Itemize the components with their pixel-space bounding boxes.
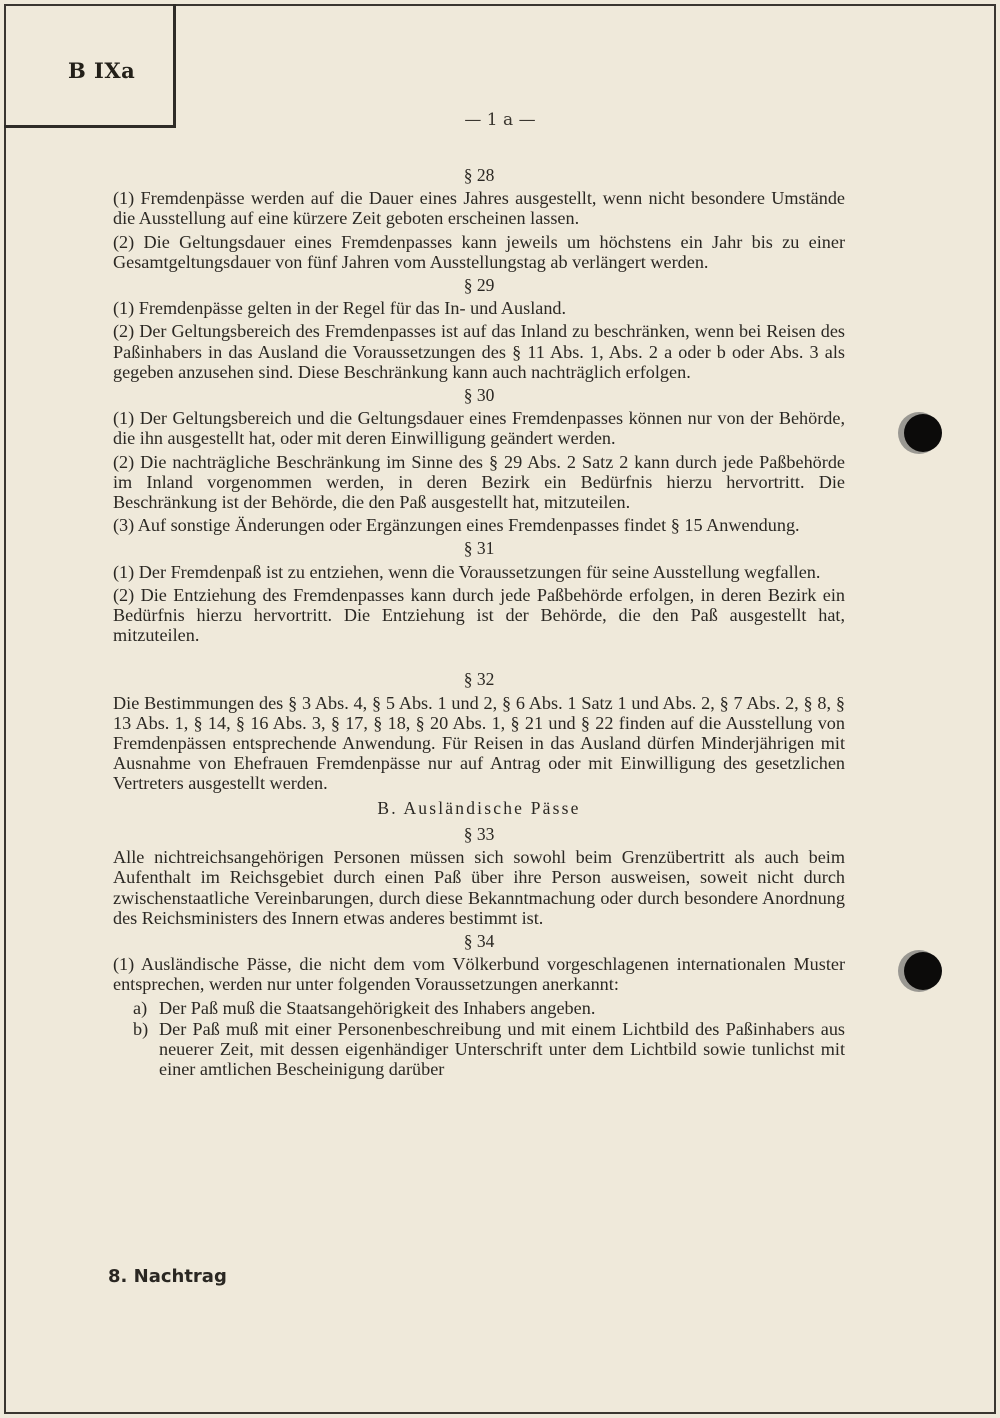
section-heading-28: § 28 <box>463 165 495 185</box>
punch-hole-top <box>904 414 942 452</box>
section-heading-34: § 34 <box>463 930 495 951</box>
list-item-text: Der Paß muß die Staatsangehörigkeit des Inhabers angeben. <box>159 997 596 1018</box>
spacer <box>113 648 845 666</box>
punch-hole-bottom <box>904 952 942 990</box>
section-heading-31: § 31 <box>463 538 495 559</box>
paragraph: Alle nichtreichsangehörigen Personen müssen sich sowohl beim Grenzübertritt als auch beim Aufenthalt im Reichsgebiet durch einen Paß über ihre Person ausweisen, soweit nicht durch zwischenstaatliche Vereinbarungen, durch diese Bekanntmachung oder durch besondere Anordnung des Reichsministers des Innern etwas anderes bestimmt ist. <box>113 847 845 928</box>
list-item-key: b) <box>133 1018 149 1039</box>
paragraph: (1) Ausländische Pässe, die nicht dem vom Völkerbund vorgeschlagenen internationalen Muster entsprechen, werden nur unter folgenden Voraussetzungen anerkannt: <box>113 954 845 995</box>
section-heading-32: § 32 <box>463 669 495 690</box>
paragraph: (1) Der Geltungsbereich und die Geltungsdauer eines Fremdenpasses können nur von der Behörde, die ihn ausgestellt hat, oder mit deren Einwilligung geändert werden. <box>113 408 845 449</box>
paragraph: (2) Der Geltungsbereich des Fremdenpasses ist auf das Inland zu beschränken, wenn bei Reisen des Paßinhabers in das Ausland die Voraussetzungen des § 11 Abs. 1, Abs. 2 a oder b oder Abs. 3 als gegeben anzusehen sind. Diese Beschränkung kann auch nachträglich erfolgen. <box>113 321 845 382</box>
list-item <box>133 998 845 1018</box>
paragraph: (1) Fremdenpässe werden auf die Dauer eines Jahres ausgestellt, wenn nicht besondere Umstände die Ausstellung auf eine kürzere Zeit geboten erscheinen lassen. <box>113 188 845 229</box>
paragraph: (3) Auf sonstige Änderungen oder Ergänzungen eines Fremdenpasses findet § 15 Anwendung. <box>113 515 800 536</box>
supplement-label: 8. Nachtrag <box>108 1266 227 1287</box>
section-heading-33: § 33 <box>463 823 495 844</box>
document-body <box>113 162 845 1080</box>
section-heading-30: § 30 <box>463 385 495 406</box>
register-label: B IXa <box>68 58 136 83</box>
part-b-heading: B. Ausländische Pässe <box>377 797 581 818</box>
paragraph: (2) Die Geltungsdauer eines Fremdenpasses kann jeweils um höchstens ein Jahr bis zu einer Gesamtgeltungsdauer von fünf Jahren vom Ausstellungstag ab verlängert werden. <box>113 231 845 272</box>
section-heading-29: § 29 <box>463 275 495 296</box>
list-item <box>133 1019 845 1080</box>
page-number: — 1 a — <box>464 110 536 130</box>
paragraph: (2) Die nachträgliche Beschränkung im Sinne des § 29 Abs. 2 Satz 2 kann durch jede Paßbehörde im Inland vorgenommen werden, in deren Bezirk ein Bedürfnis hierzu hervortritt. Die Beschränkung ist der Behörde, die den Paß ausgestellt hat, mitzuteilen. <box>113 451 845 513</box>
paragraph: (2) Die Entziehung des Fremdenpasses kann durch jede Paßbehörde erfolgen, in deren Bezirk ein Bedürfnis hierzu hervortritt. Die Entziehung ist der Behörde, die den Paß ausgestellt hat, mitzuteilen. <box>113 584 845 646</box>
paragraph: (1) Der Fremdenpaß ist zu entziehen, wenn die Voraussetzungen für seine Ausstellung wegfallen. <box>113 561 821 582</box>
paragraph: (1) Fremdenpässe gelten in der Regel für das In- und Ausland. <box>113 298 567 319</box>
list-item-key: a) <box>133 997 148 1018</box>
list-item-text: Der Paß muß mit einer Personenbeschreibung und mit einem Lichtbild des Paßinhabers aus neuerer Zeit, mit dessen eigenhändiger Unterschrift unter dem Lichtbild sowie tunlichst mit einer amtlichen Bescheinigung darüber <box>159 1018 845 1080</box>
paragraph: Die Bestimmungen des § 3 Abs. 4, § 5 Abs. 1 und 2, § 6 Abs. 1 Satz 1 und Abs. 2, § 7 Abs. 2, § 8, § 13 Abs. 1, § 14, § 16 Abs. 3, § 17, § 18, § 20 Abs. 1, § 21 und § 22 finden auf die Ausstellung von Fremdenpässen entsprechende Anwendung. Für Reisen in das Ausland dürfen Minderjährigen mit Ausnahme von Ehefrauen Fremdenpässe nur auf Antrag oder mit Einwilligung des gesetzlichen Vertreters ausgestellt werden. <box>113 692 845 794</box>
